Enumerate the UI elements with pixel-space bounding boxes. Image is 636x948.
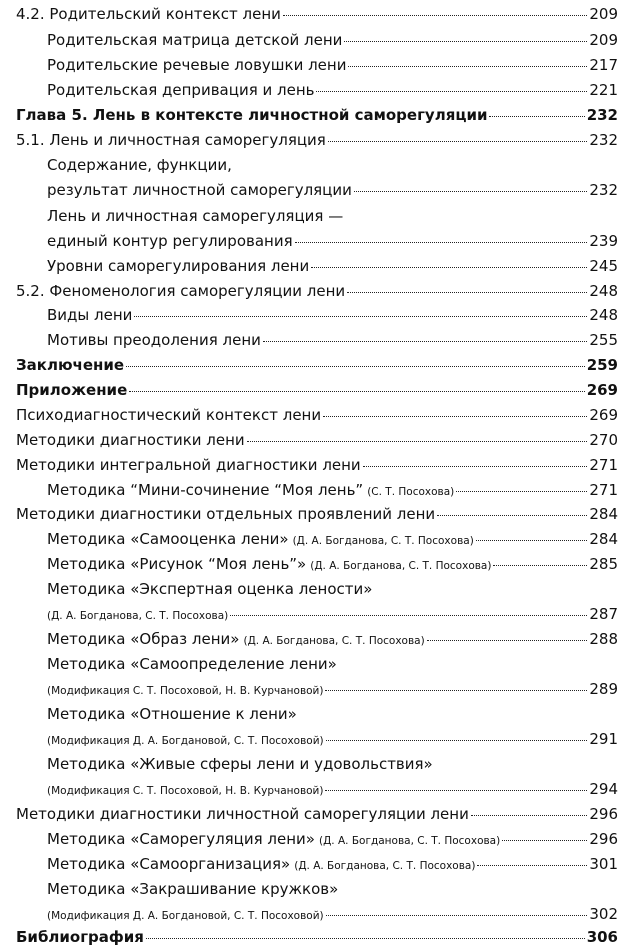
toc-leader — [129, 391, 584, 392]
toc-page-number: 248 — [589, 306, 618, 324]
toc-entry-title-text: Методика «Самоорганизация» — [47, 855, 291, 873]
toc-leader — [456, 491, 587, 492]
toc-entry-title: Родительская матрица детской лени — [47, 31, 343, 49]
toc-entry-authors: (Д. А. Богданова, С. Т. Посохова) — [47, 610, 229, 622]
toc-page-number: 296 — [589, 830, 618, 848]
toc-entry[interactable] — [0, 181, 618, 199]
toc-leader — [134, 316, 587, 317]
toc-entry-title-text: Методика «Рисунок “Моя лень”» — [47, 555, 307, 573]
toc-entry-authors: (Модификация Д. А. Богдановой, С. Т. Посоховой) — [47, 910, 324, 922]
toc-entry-authors: (Модификация С. Т. Посоховой, Н. В. Курчановой) — [47, 785, 324, 797]
toc-page-number: 306 — [586, 928, 618, 946]
toc-entry[interactable] — [0, 306, 618, 324]
toc-page-number: 209 — [589, 31, 618, 49]
toc-entry-authors: (Модификация Д. А. Богдановой, С. Т. Посоховой) — [47, 735, 324, 747]
toc-leader — [348, 66, 587, 67]
toc-page-number: 232 — [589, 181, 618, 199]
toc-leader — [311, 267, 587, 268]
toc-leader — [363, 466, 588, 467]
toc-page-number: 271 — [589, 481, 618, 499]
toc-entry-title: Мотивы преодоления лени — [47, 331, 261, 349]
toc-entry-title: 5.1. Лень и личностная саморегуляция — [16, 131, 326, 149]
toc-page-number: 232 — [586, 106, 618, 124]
toc-entry[interactable] — [0, 331, 618, 349]
toc-leader — [247, 441, 588, 442]
toc-page-number: 248 — [589, 282, 618, 300]
toc-entry-title — [47, 630, 425, 650]
toc-entry[interactable] — [0, 830, 618, 850]
toc-leader — [493, 565, 587, 566]
toc-entry[interactable] — [0, 555, 618, 575]
toc-entry-title: Методики интегральной диагностики лени — [16, 456, 361, 474]
toc-page-number: 271 — [589, 456, 618, 474]
toc-leader — [427, 640, 588, 641]
toc-entry-title: Глава 5. Лень в контексте личностной саморегуляции — [16, 106, 488, 124]
toc-entry[interactable] — [0, 730, 618, 750]
toc-entry[interactable] — [0, 56, 618, 74]
toc-leader — [146, 938, 585, 939]
toc-entry[interactable] — [0, 805, 618, 823]
toc-page-number: 245 — [589, 257, 618, 275]
toc-entry[interactable] — [0, 5, 618, 23]
toc-entry-title-line1: Методика «Отношение к лени» — [47, 705, 297, 723]
toc-leader — [502, 840, 587, 841]
toc-entry[interactable] — [0, 81, 618, 99]
toc-entry-title — [47, 555, 491, 575]
toc-page-number: 284 — [589, 530, 618, 548]
toc-entry-title-line1: Лень и личностная саморегуляция — — [47, 207, 344, 225]
toc-leader — [316, 91, 587, 92]
toc-entry[interactable] — [0, 605, 618, 625]
toc-entry[interactable] — [0, 780, 618, 800]
toc-page-number: 232 — [589, 131, 618, 149]
toc-entry-title: 4.2. Родительский контекст лени — [16, 5, 281, 23]
toc-entry[interactable] — [0, 505, 618, 523]
toc-entry[interactable] — [0, 431, 618, 449]
toc-entry-title-text: Методика “Мини-сочинение “Моя лень” — [47, 481, 364, 499]
toc-entry[interactable] — [0, 855, 618, 875]
toc-entry-title-line1: Методика «Живые сферы лени и удовольствия» — [47, 755, 433, 773]
toc-leader — [354, 191, 587, 192]
toc-leader — [476, 540, 588, 541]
toc-leader — [283, 15, 587, 16]
toc-page-number: 255 — [589, 331, 618, 349]
toc-page-number: 296 — [589, 805, 618, 823]
toc-page-number: 288 — [589, 630, 618, 648]
toc-page-number: 302 — [589, 905, 618, 923]
toc-entry-title: Родительская депривация и лень — [47, 81, 315, 99]
toc-chapter[interactable] — [0, 381, 618, 399]
toc-leader — [328, 141, 588, 142]
toc-entry-title-line1: Методика «Самоопределение лени» — [47, 655, 337, 673]
toc-page-number: 289 — [589, 680, 618, 698]
toc-leader — [326, 740, 588, 741]
toc-entry-title: результат личностной саморегуляции — [47, 181, 352, 199]
toc-entry-title — [47, 530, 474, 550]
toc-page-number: 269 — [586, 381, 618, 399]
toc-entry-authors: (Д. А. Богданова, С. Т. Посохова) — [292, 535, 474, 547]
toc-page-number: 221 — [589, 81, 618, 99]
toc-entry-title: единый контур регулирования — [47, 232, 293, 250]
toc-entry-authors: (Модификация С. Т. Посоховой, Н. В. Курчановой) — [47, 685, 324, 697]
toc-entry[interactable] — [0, 131, 618, 149]
toc-entry[interactable] — [0, 282, 618, 300]
toc-leader — [230, 615, 587, 616]
toc-entry-title — [47, 855, 475, 875]
toc-entry-title: 5.2. Феноменология саморегуляции лени — [16, 282, 346, 300]
toc-leader — [325, 690, 587, 691]
toc-page-number: 291 — [589, 730, 618, 748]
toc-entry-title: Виды лени — [47, 306, 133, 324]
toc-leader — [326, 915, 588, 916]
toc-page-number: 217 — [589, 56, 618, 74]
toc-chapter[interactable] — [0, 356, 618, 374]
toc-leader — [344, 41, 587, 42]
toc-leader — [437, 515, 587, 516]
toc-page-number: 294 — [589, 780, 618, 798]
toc-leader — [471, 815, 588, 816]
toc-entry-title: Методики диагностики личностной саморегуляции лени — [16, 805, 469, 823]
toc-leader — [295, 242, 588, 243]
toc-page-number: 287 — [589, 605, 618, 623]
toc-entry-title-line1: Методика «Экспертная оценка лености» — [47, 580, 373, 598]
toc-chapter[interactable] — [0, 106, 618, 124]
toc-leader — [347, 292, 587, 293]
toc-entry-title: Библиография — [16, 928, 144, 946]
toc-entry[interactable] — [0, 481, 618, 501]
toc-entry-title-text: Методика «Самооценка лени» — [47, 530, 289, 548]
toc-entry-authors: (Д. А. Богданова, С. Т. Посохова) — [243, 635, 425, 647]
toc-entry[interactable] — [0, 530, 618, 550]
toc-page-number: 285 — [589, 555, 618, 573]
toc-leader — [325, 790, 587, 791]
toc-entry-title — [47, 830, 500, 850]
toc-leader — [126, 366, 585, 367]
toc-entry[interactable] — [0, 905, 618, 925]
toc-leader — [323, 416, 587, 417]
toc-page-number: 259 — [586, 356, 618, 374]
toc-entry-title: Методики диагностики отдельных проявлений лени — [16, 505, 436, 523]
toc-entry-authors: (Д. А. Богданова, С. Т. Посохова) — [310, 560, 492, 572]
toc-entry-authors: (С. Т. Посохова) — [367, 486, 455, 498]
toc-entry-title — [47, 481, 454, 501]
toc-entry-authors: (Д. А. Богданова, С. Т. Посохова) — [318, 835, 501, 847]
toc-page-number: 270 — [589, 431, 618, 449]
toc-leader — [477, 865, 587, 866]
toc-entry-title: Приложение — [16, 381, 128, 399]
toc-entry[interactable] — [0, 406, 618, 424]
toc-entry[interactable] — [0, 680, 618, 700]
toc-entry-title-text: Методика «Саморегуляция лени» — [47, 830, 315, 848]
toc-page-number: 209 — [589, 5, 618, 23]
toc-page-number: 301 — [589, 855, 618, 873]
toc-entry-title-text: Методика «Образ лени» — [47, 630, 240, 648]
toc-page-number: 284 — [589, 505, 618, 523]
toc-entry-title: Психодиагностический контекст лени — [16, 406, 322, 424]
toc-entry[interactable] — [0, 31, 618, 49]
toc-chapter[interactable] — [0, 928, 618, 946]
toc-entry-title-line1: Содержание, функции, — [47, 156, 232, 174]
toc-entry-authors: (Д. А. Богданова, С. Т. Посохова) — [294, 860, 476, 872]
toc-leader — [489, 116, 584, 117]
toc-entry-title: Родительские речевые ловушки лени — [47, 56, 347, 74]
toc-leader — [263, 341, 587, 342]
toc-entry-title: Уровни саморегулирования лени — [47, 257, 310, 275]
toc-page-number: 269 — [589, 406, 618, 424]
toc-entry-title-line1: Методика «Закрашивание кружков» — [47, 880, 339, 898]
toc-entry[interactable] — [0, 456, 618, 474]
toc-page-number: 239 — [589, 232, 618, 250]
toc-entry[interactable] — [0, 257, 618, 275]
toc-entry-title: Методики диагностики лени — [16, 431, 245, 449]
toc-entry-title: Заключение — [16, 356, 125, 374]
toc-entry[interactable] — [0, 232, 618, 250]
toc-entry[interactable] — [0, 630, 618, 650]
